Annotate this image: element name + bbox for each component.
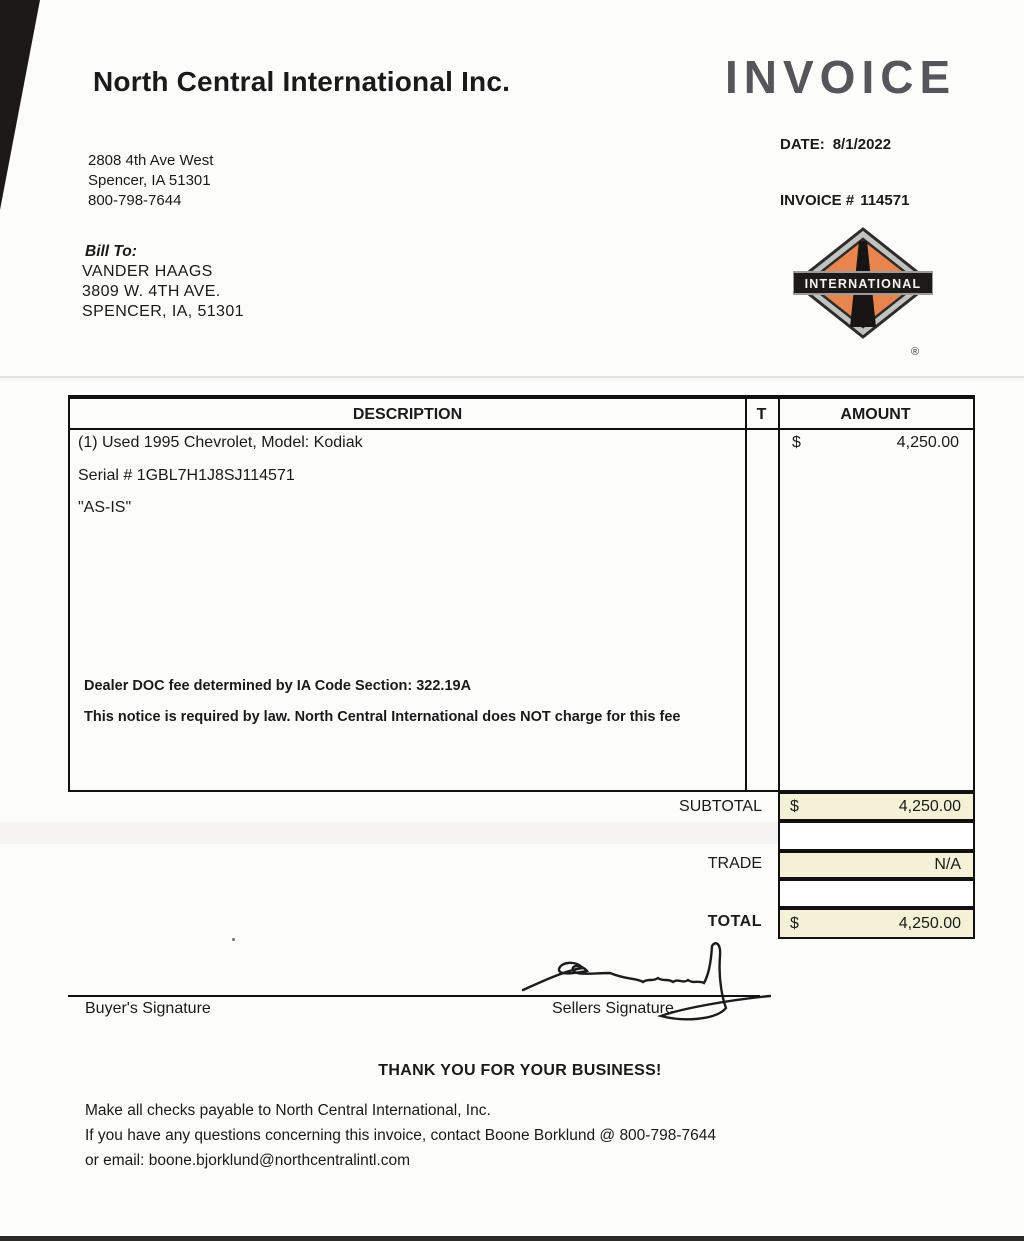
invoice-number-value: 114571 [860, 192, 910, 209]
line-item-table [68, 395, 975, 792]
currency-symbol: $ [790, 797, 799, 815]
table-header-row [70, 399, 973, 430]
total-label: TOTAL [707, 913, 762, 930]
invoice-title: INVOICE [725, 51, 957, 103]
header-amount: AMOUNT [840, 405, 911, 423]
invoice-number [780, 192, 909, 209]
currency-symbol: $ [792, 434, 801, 451]
trade-value: N/A [934, 856, 961, 873]
header-description: DESCRIPTION [352, 405, 463, 423]
scan-corner-artifact [0, 0, 40, 210]
item-description: (1) Used 1995 Chevrolet, Model: Kodiak [78, 434, 363, 451]
address-line: 800-798-7644 [88, 192, 182, 209]
trade-cell [778, 851, 975, 879]
svg-text:®: ® [911, 346, 920, 358]
item-serial: Serial # 1GBL7H1J8SJ114571 [78, 467, 295, 484]
seller-signature-label: Sellers Signature [552, 1000, 674, 1017]
totals-spacer-cell [778, 879, 975, 908]
scan-bottom-edge [0, 1236, 1024, 1241]
thank-you-message: THANK YOU FOR YOUR BUSINESS! [378, 1062, 662, 1079]
subtotal-label: SUBTOTAL [679, 798, 762, 815]
item-condition: "AS-IS" [78, 499, 132, 516]
footer-line: If you have any questions concerning this invoice, contact Boone Borklund @ 800-798-7644 [85, 1127, 716, 1144]
doc-fee-notice: Dealer DOC fee determined by IA Code Section: 322.19A [84, 678, 472, 694]
svg-text:INTERNATIONAL: INTERNATIONAL [804, 277, 922, 291]
invoice-date [780, 136, 891, 153]
table-column-divider [745, 399, 747, 790]
item-amount-value: 4,250.00 [896, 434, 959, 451]
bill-to-address [82, 262, 244, 322]
date-value: 8/1/2022 [832, 136, 892, 153]
invoice-number-label: INVOICE # [780, 192, 855, 209]
address-line: Spencer, IA 51301 [88, 172, 211, 189]
bill-to-label: Bill To: [85, 243, 137, 260]
total-value: 4,250.00 [898, 914, 961, 932]
international-logo [793, 227, 933, 359]
footer-line: or email: boone.bjorklund@northcentralintl.com [85, 1152, 411, 1169]
totals-spacer-cell [778, 821, 975, 851]
header-tax: T [756, 405, 767, 423]
footer-line: Make all checks payable to North Central International, Inc. [85, 1102, 491, 1119]
subtotal-value: 4,250.00 [898, 797, 961, 815]
currency-symbol: $ [790, 914, 799, 932]
company-address [88, 151, 213, 211]
payment-instructions [85, 1098, 716, 1173]
scan-speck [232, 938, 235, 941]
legal-notice: This notice is required by law. North Central International does NOT charge for this fee [84, 709, 681, 725]
total-cell [778, 908, 975, 939]
signature-rule [68, 995, 760, 997]
paper-fold-shadow [0, 822, 778, 844]
paper-fold-line [0, 376, 1024, 378]
subtotal-cell [778, 792, 975, 821]
international-diamond-icon [793, 227, 933, 359]
date-label: DATE: [780, 136, 825, 153]
bill-to-line: SPENCER, IA, 51301 [82, 303, 244, 320]
company-name: North Central International Inc. [93, 66, 511, 97]
bill-to-line: 3809 W. 4TH AVE. [82, 283, 221, 300]
bill-to-line: VANDER HAAGS [82, 263, 213, 280]
trade-label: TRADE [707, 855, 762, 872]
buyer-signature-label: Buyer's Signature [85, 1000, 211, 1017]
table-column-divider [778, 399, 780, 790]
address-line: 2808 4th Ave West [88, 152, 214, 169]
